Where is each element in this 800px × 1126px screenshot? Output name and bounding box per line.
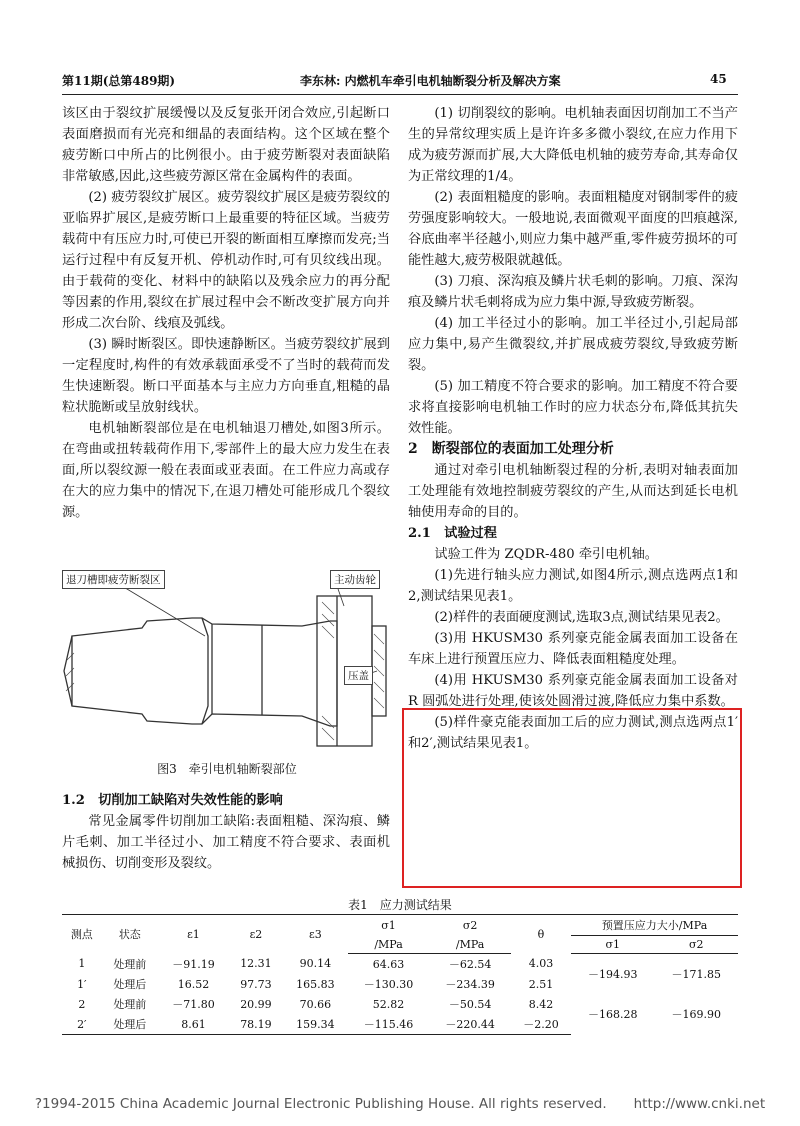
table-cell: 处理前 [113,998,147,1011]
table-cell: －194.93 [588,968,638,981]
table-cell: 8.42 [528,997,554,1011]
table-cell: －130.30 [363,978,414,991]
col-theta: θ [511,915,571,954]
table-cell: 52.82 [372,997,405,1011]
col-e2: ε2 [229,915,283,954]
table-cell: 78.19 [229,1014,283,1035]
table-cell: 8.61 [158,1014,229,1035]
table-cell: 20.99 [240,997,272,1011]
table-1-caption: 表1 应力测试结果 [348,898,452,912]
table-cell: －62.54 [448,958,492,971]
table-cell: 165.83 [296,977,335,991]
table-cell: －91.19 [172,957,215,971]
paragraph: (1) 切削裂纹的影响。电机轴表面因切削加工不当产生的异常纹理实质上是许许多多微小裂纹,在应力作用下成为疲劳源而扩展,大大降低电机轴的疲劳寿命,其寿命仅为正常纹理的1/4。 [408,106,738,184]
right-column [408,103,738,754]
paragraph: 电机轴断裂部位是在电机轴退刀槽处,如图3所示。在弯曲或扭转载荷作用下,零部件上的最大应力发生在表面,所以裂纹源一般在表面或亚表面。在工件应力高或存在大的应力集中的情况下,在退刀槽处可能形成几个裂纹源。 [62,421,390,520]
paragraph: 试验工件为 ZQDR-480 牵引电机轴。 [434,547,658,562]
table-cell: 处理前 [113,957,147,971]
table-cell: 处理后 [102,1014,158,1035]
table-cell: 1′ [77,977,87,991]
table-cell: 2 [78,997,86,1011]
col-pre-s2: σ2 [654,936,738,954]
table-cell: 97.73 [240,977,272,991]
paragraph: (4)用 HKUSM30 系列豪克能金属表面加工设备对 R 圆弧处进行处理,使该处圆滑过渡,降低应力集中系数。 [408,673,738,709]
paragraph: (2)样件的表面硬度测试,选取3点,测试结果见表2。 [434,610,729,625]
paragraph: 常见金属零件切削加工缺陷:表面粗糙、深沟痕、鳞片毛刺、加工半径过小、加工精度不符合要求、表面机械损伤、切削变形及裂纹。 [62,814,390,871]
left-column-top [62,103,390,523]
copyright-footer: ?1994-2015 China Academic Journal Electronic Publishing House. All rights reserved. http://www.cnki.net [34,1096,766,1112]
col-s2: σ2 [429,915,511,936]
journal-issue: 第11期(总第489期) [62,74,176,88]
table-cell: －2.20 [511,1014,571,1035]
paragraph: (5)样件豪克能表面加工后的应力测试,测点选两点1′和2′,测试结果见表1。 [408,715,738,751]
figure-3-caption: 图3 牵引电机轴断裂部位 [157,762,297,776]
label-pressure-cover: 压盖 [344,666,373,685]
table-cell: －115.46 [348,1014,430,1035]
table-cell: －220.44 [429,1014,511,1035]
col-s1-unit: /MPa [348,936,430,954]
paragraph: 该区由于裂纹扩展缓慢以及反复张开闭合效应,引起断口表面磨损而有光亮和细晶的表面结构。这个区域在整个疲劳断口中所占的比例很小。由于疲劳断裂对表面缺陷非常敏感,因此,这些疲劳源区常在金属构件的表面。 [62,106,390,184]
page-number: 45 [710,72,727,86]
paragraph: (3) 刀痕、深沟痕及鳞片状毛刺的影响。刀痕、深沟痕及鳞片状毛刺将成为应力集中源,导致疲劳断裂。 [408,274,738,310]
table-cell: 159.34 [283,1014,348,1035]
table-cell: 处理后 [113,978,147,991]
table-1 [62,914,738,1035]
table-cell: 70.66 [299,997,332,1011]
col-preset: 预置压应力大小/MPa [571,915,738,936]
col-pre-s1: σ1 [571,936,654,954]
label-drive-gear: 主动齿轮 [330,570,380,589]
table-row [62,954,738,975]
table-row [62,994,738,1014]
col-state: 状态 [102,915,158,954]
table-cell: 64.63 [372,957,405,971]
section-1-2-title: 1.2 切削加工缺陷对失效性能的影响 [62,793,283,808]
section-2-title: 2 断裂部位的表面加工处理分析 [408,441,614,457]
paragraph: (4) 加工半径过小的影响。加工半径过小,引起局部应力集中,易产生微裂纹,并扩展成疲劳裂纹,导致疲劳断裂。 [408,316,738,373]
table-cell: 2.51 [528,977,554,991]
col-point: 测点 [62,915,102,954]
table-cell: 90.14 [299,957,332,971]
table-cell: 16.52 [177,977,210,991]
paragraph: (2) 表面粗糙度的影响。表面粗糙度对钢制零件的疲劳强度影响较大。一般地说,表面微观平面度的凹痕越深,谷底曲率半径越小,则应力集中越严重,零件疲劳损坏的可能性越大,疲劳极限就越低。 [408,190,738,268]
paragraph: (3)用 HKUSM30 系列豪克能金属表面加工设备在车床上进行预置压应力、降低表面粗糙度处理。 [408,631,738,667]
col-e3: ε3 [283,915,348,954]
paragraph: 通过对牵引电机轴断裂过程的分析,表明对轴表面加工处理能有效地控制疲劳裂纹的产生,从而达到延长电机轴使用寿命的目的。 [408,463,738,520]
paragraph: (2) 疲劳裂纹扩展区。疲劳裂纹扩展区是疲劳裂纹的亚临界扩展区,是疲劳断口上最重要的特征区域。当疲劳载荷中有压应力时,可使已开裂的断面相互摩擦而发亮;当运行过程中有反复开机、停机动作时,可有贝纹线出现。由于载荷的变化、材料中的缺陷以及残余应力的再分配等因素的作用,裂纹在扩展过程中会不断改变扩展方向并形成二次台阶、线痕及弧线。 [62,190,390,331]
col-s2-unit: /MPa [429,936,511,954]
table-cell: －169.90 [671,1008,721,1022]
header-rule [62,94,738,95]
table-cell: －50.54 [448,998,492,1011]
table-cell: 4.03 [528,957,554,971]
table-cell: －171.85 [671,968,721,981]
col-s1: σ1 [348,915,430,936]
running-title: 李东林: 内燃机车牵引电机轴断裂分析及解决方案 [300,74,561,88]
paragraph: (5) 加工精度不符合要求的影响。加工精度不符合要求将直接影响电机轴工作时的应力状态分布,降低其抗失效性能。 [408,379,738,436]
figure-3 [62,566,392,756]
table-cell: －168.28 [588,1008,638,1022]
table-cell: －71.80 [172,998,215,1011]
table-cell: 2′ [62,1014,102,1035]
label-groove-fatigue-zone: 退刀槽即疲劳断裂区 [62,570,165,589]
col-e1: ε1 [158,915,229,954]
table-cell: －234.39 [445,978,495,991]
left-column-bottom [62,790,390,874]
table-cell: 1 [78,957,86,971]
shaft-drawing [62,566,392,756]
table-cell: 12.31 [240,957,272,971]
section-2-1-title: 2.1 试验过程 [408,526,497,541]
highlight-box [402,708,742,888]
paragraph: (1)先进行轴头应力测试,如图4所示,测点选两点1和2,测试结果见表1。 [408,568,738,604]
paragraph: (3) 瞬时断裂区。即快速静断区。当疲劳裂纹扩展到一定程度时,构件的有效承载面承受不了当时的载荷而发生快速断裂。断口平面基本与主应力方向垂直,粗糙的晶粒状脆断或呈放射线状。 [62,337,390,415]
